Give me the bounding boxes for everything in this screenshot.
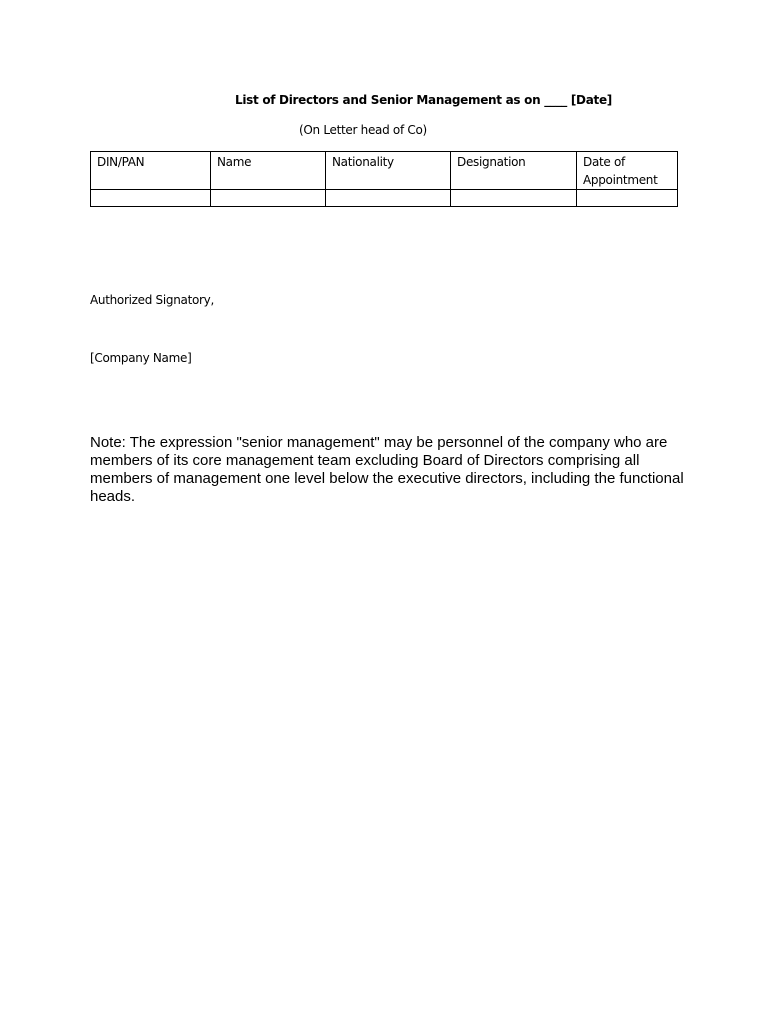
column-header-name: Name [211,152,326,190]
table-cell-din-pan [91,190,211,207]
directors-table [90,151,678,207]
column-header-din-pan: DIN/PAN [91,152,211,190]
column-header-nationality: Nationality [326,152,451,190]
table-header-row [91,152,678,190]
note-paragraph: Note: The expression "senior management" may be personnel of the company who are members of its core management team excluding Board of Directors comprising all members of management one level below the executive directors, including the functional heads. [90,434,684,505]
table-cell-name [211,190,326,207]
column-header-designation: Designation [451,152,577,190]
table-cell-nationality [326,190,451,207]
authorized-signatory: Authorized Signatory, [90,293,214,307]
table-cell-designation [451,190,577,207]
table-row [91,190,678,207]
table-cell-date-of-appointment [577,190,678,207]
document-title: List of Directors and Senior Management as on ____ [Date] [235,93,612,107]
company-name-placeholder: [Company Name] [90,351,192,365]
document-subtitle: (On Letter head of Co) [299,123,427,137]
column-header-date-of-appointment: Date of Appointment [577,152,678,190]
